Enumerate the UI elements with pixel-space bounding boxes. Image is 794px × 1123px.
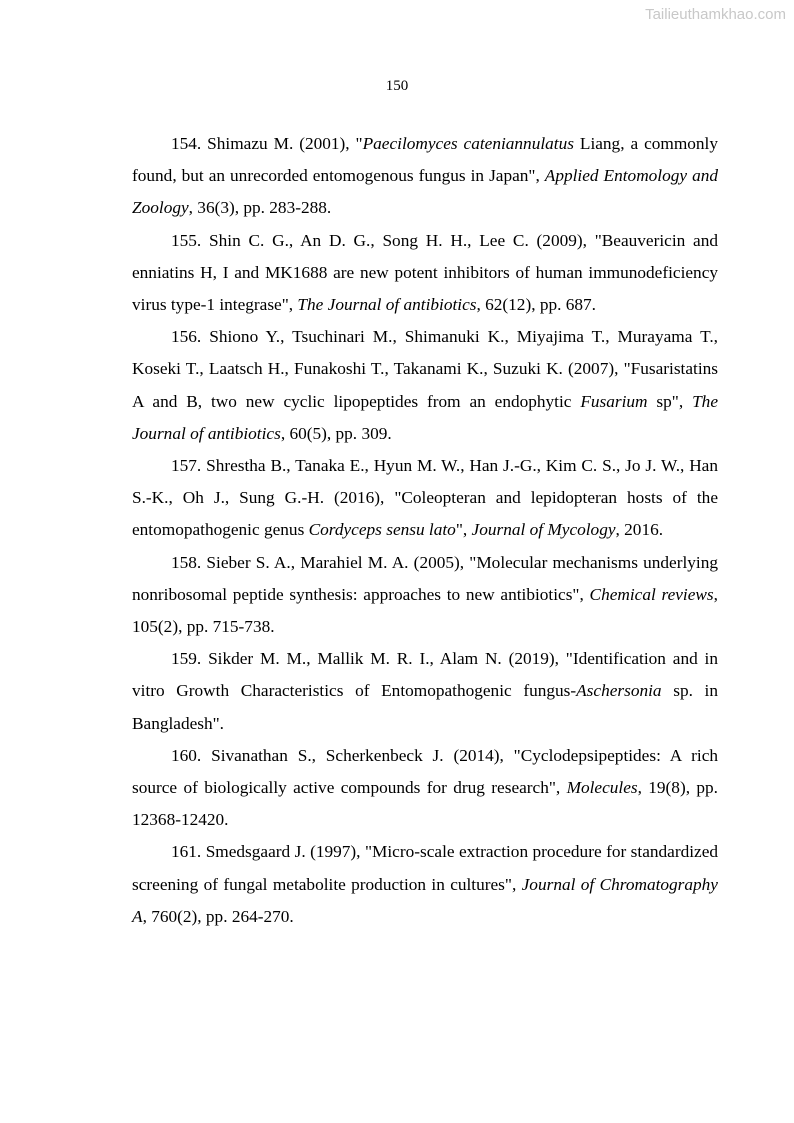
reference-text: , 760(2), pp. 264-270. [142,906,294,926]
reference-species: Cordyceps sensu lato [308,520,456,540]
reference-159 [132,643,718,740]
reference-text: , 19(8), pp. 12368-12420. [132,778,718,830]
reference-156 [132,321,718,450]
reference-journal: Journal of Chromatography A [132,874,718,926]
reference-journal: The Journal of antibiotics [297,295,477,315]
reference-species: Aschersonia [576,681,662,701]
reference-text: Liang, a commonly found, but an unrecorded entomogenous fungus in Japan", [132,134,718,186]
reference-text: sp. in Bangladesh". [132,681,718,733]
reference-157 [132,450,718,547]
reference-158 [132,547,718,644]
reference-journal: Journal of Mycology [471,520,616,540]
page-number: 150 [385,78,409,94]
reference-text: 159. Sikder M. M., Mallik M. R. I., Alam N. (2019), "Identification and in vitro Growth Characteristics of Entomopathogenic fungus- [132,649,718,701]
reference-species: Paecilomyces cateniannulatus [362,134,574,153]
reference-155 [132,225,718,322]
reference-160 [132,740,718,837]
watermark: Tailieuthamkhao.com [645,6,786,23]
reference-journal: Applied Entomology and Zoology [132,166,718,218]
reference-154 [132,128,718,225]
reference-species: Fusarium [580,391,648,411]
reference-text: 155. Shin C. G., An D. G., Song H. H., Lee C. (2009), "Beauvericin and enniatins H, I and MK1688 are new potent inhibitors of human immunodeficiency virus type-1 integrase", [132,230,718,315]
reference-text: , 105(2), pp. 715-738. [132,584,718,637]
reference-text: 160. Sivanathan S., Scherkenbeck J. (2014), "Cyclodepsipeptides: A rich source of biologically active compounds for drug research", [132,745,718,798]
reference-text: , 60(5), pp. 309. [280,423,392,443]
reference-text: 161. Smedsgaard J. (1997), "Micro-scale extraction procedure for standardized screening of fungal metabolite production in cultures", [132,842,718,894]
reference-text: sp", [647,391,693,411]
reference-text: , 36(3), pp. 283-288. [188,198,332,218]
reference-text: 158. Sieber S. A., Marahiel M. A. (2005), "Molecular mechanisms underlying nonribosomal peptide synthesis: approaches to new antibiotics", [132,552,718,604]
reference-journal: Chemical reviews [589,584,714,604]
reference-list [132,128,718,933]
reference-text: ", [455,520,472,540]
reference-text: 154. Shimazu M. (2001), " [171,134,363,153]
reference-journal: Molecules [566,778,638,798]
reference-text: , 2016. [615,520,664,540]
reference-161 [132,836,718,933]
reference-text: 157. Shrestha B., Tanaka E., Hyun M. W., Han J.-G., Kim C. S., Jo J. W., Han S.-K., Oh J., Sung G.-H. (2016), "Coleopteran and lepidopteran hosts of the entomopathogenic genus [132,456,718,540]
reference-journal: The Journal of antibiotics [132,391,718,443]
reference-text: , 62(12), pp. 687. [476,295,597,315]
reference-text: 156. Shiono Y., Tsuchinari M., Shimanuki K., Miyajima T., Murayama T., Koseki T., Laatsch H., Funakoshi T., Takanami K., Suzuki K. (2007), "Fusaristatins A and B, two new cyclic lipopeptides from an endophytic [132,327,718,411]
